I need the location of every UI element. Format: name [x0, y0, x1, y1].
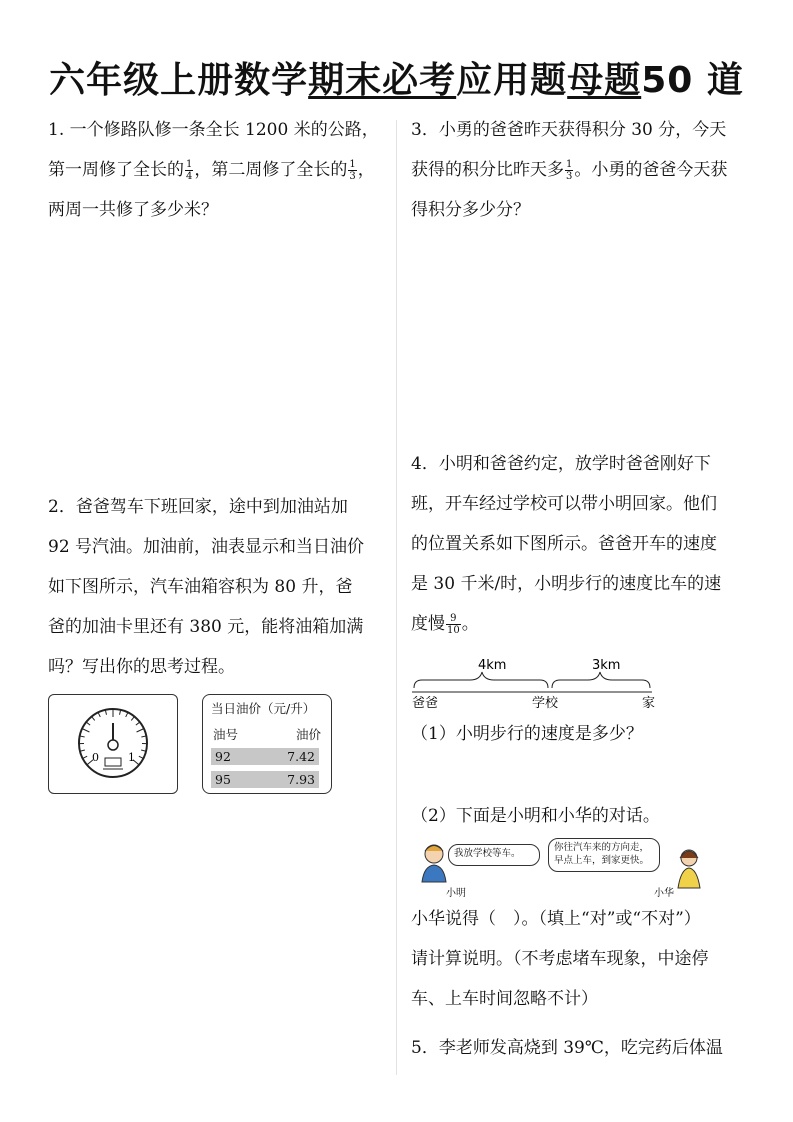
q1-line2: 第一周修了全长的 $\frac{1}{4}$ ，第二周修了全长的 $\frac{1}{3}$ ，	[48, 159, 375, 182]
title-part1: 六年级上册数学	[49, 60, 309, 101]
label-xiaoming: 小明	[446, 888, 466, 899]
q3-line3: 得积分多少分？	[411, 200, 530, 220]
dialogue-illustration	[416, 838, 716, 898]
q4-answer-line: 小华说得（ ）。（填上“对”或“不对”）	[411, 909, 701, 929]
question-3	[411, 110, 756, 230]
bubble-xiaoming: 我放学校等车。	[448, 844, 540, 866]
gauge-tick	[92, 717, 95, 721]
question-1	[48, 110, 388, 230]
point-school: 学校	[532, 696, 559, 710]
gauge-tick	[83, 756, 87, 758]
q4-line2: 班，开车经过学校可以带小明回家。他们	[411, 494, 717, 514]
q4-line5: 度慢 $\frac{9}{10}$ 。	[411, 613, 479, 636]
question-2	[48, 487, 388, 687]
bubble-xiaohua: 你往汽车来的方向走， 早点上车，到家更快。	[548, 838, 660, 872]
title-part3: 应用题	[456, 60, 568, 101]
title-part4: 母题	[567, 60, 642, 101]
price-col-grade: 油号	[213, 727, 239, 742]
q2-line2: 92 号汽油。加油前，油表显示和当日油价	[48, 537, 365, 557]
price-row: 95 7.93	[211, 771, 319, 788]
gauge-tick	[82, 729, 89, 732]
q2-line5: 吗？写出你的思考过程。	[48, 657, 235, 677]
question-4	[411, 444, 756, 644]
q4-sub2: （2）下面是小明和小华的对话。	[411, 806, 660, 826]
q4-line3: 的位置关系如下图所示。爸爸开车的速度	[411, 534, 717, 554]
label-xiaohua: 小华	[654, 888, 674, 899]
q4-line4: 是 30 千米/时，小明步行的速度比车的速	[411, 574, 722, 594]
gauge-full-label: 1	[128, 751, 135, 764]
fuel-pump-icon	[105, 758, 121, 766]
fraction: $\frac{9}{10}$	[447, 613, 460, 636]
q1-line3: 两周一共修了多少米？	[48, 200, 218, 220]
fraction: $\frac{1}{3}$	[566, 159, 573, 182]
question-4-answer	[411, 899, 756, 1019]
q2-line4: 爸的加油卡里还有 380 元，能将油箱加满	[48, 617, 364, 637]
price-board-title: 当日油价（元/升）	[211, 701, 316, 716]
q5-line1: 5．李老师发高烧到 39℃，吃完药后体温	[411, 1038, 723, 1058]
gauge-tick	[131, 717, 134, 721]
gauge-tick	[139, 756, 143, 758]
gauge-tick	[98, 712, 100, 716]
fuel-gauge-icon	[49, 695, 177, 793]
fuel-gauge-figure	[48, 694, 178, 794]
question-4-sub2	[411, 796, 756, 836]
gauge-tick	[86, 722, 90, 725]
price-row: 92 7.42	[211, 748, 319, 765]
question-4-sub	[411, 714, 756, 754]
q2-line3: 如下图所示，汽车油箱容积为 80 升，爸	[48, 577, 353, 597]
oil-price-board	[202, 694, 332, 794]
girl-icon	[674, 844, 704, 898]
fraction: $\frac{1}{3}$	[349, 159, 356, 182]
point-home: 家	[642, 696, 656, 710]
q1-line1: 1. 一个修路队修一条全长 1200 米的公路，	[48, 120, 379, 140]
q4-sub1: （1）小明步行的速度是多少？	[411, 724, 643, 744]
brace-right	[552, 672, 650, 688]
gauge-tick	[136, 722, 140, 725]
page-title	[0, 52, 793, 103]
gauge-empty-label: 0	[92, 751, 99, 764]
price-board-header	[213, 725, 321, 743]
q4-explain-1: 请计算说明。（不考虑堵车现象，中途停	[411, 949, 709, 969]
distance-diagram	[410, 652, 670, 710]
fraction: $\frac{1}{4}$	[186, 159, 193, 182]
distance-label-3km: 3km	[592, 658, 621, 673]
price-col-price: 油价	[295, 727, 321, 742]
column-divider	[396, 120, 397, 1075]
question-5	[411, 1028, 756, 1068]
q3-line2: 获得的积分比昨天多 $\frac{1}{3}$ 。小勇的爸爸今天获	[411, 159, 728, 182]
title-part2: 期末必考	[308, 60, 457, 101]
point-dad: 爸爸	[412, 696, 439, 710]
q4-line1: 4．小明和爸爸约定，放学时爸爸刚好下	[411, 454, 711, 474]
q3-line1: 3．小勇的爸爸昨天获得积分 30 分，今天	[411, 120, 727, 140]
q2-line1: 2．爸爸驾车下班回家，途中到加油站加	[48, 497, 348, 517]
gauge-tick	[137, 729, 144, 732]
distance-label-4km: 4km	[478, 658, 507, 673]
title-part5: 50 道	[641, 60, 744, 101]
q4-explain-2: 车、上车时间忽略不计）	[411, 989, 598, 1009]
brace-left	[414, 672, 548, 688]
gauge-tick	[126, 712, 128, 716]
